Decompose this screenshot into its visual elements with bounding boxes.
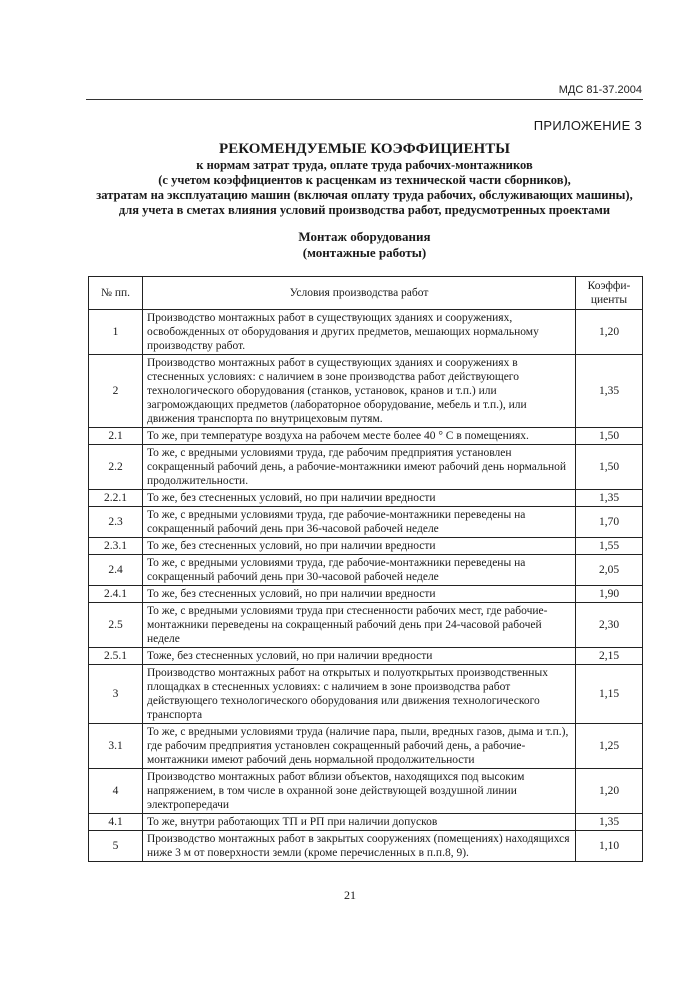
row-coef: 1,70 [576,507,643,538]
table-row [89,724,643,769]
table-row [89,665,643,724]
row-text: То же, без стесненных условий, но при наличии вредности [143,490,576,507]
table-body [89,310,643,862]
row-text: То же, внутри работающих ТП и РП при наличии допусков [143,814,576,831]
appendix-label: ПРИЛОЖЕНИЕ 3 [533,118,642,133]
row-coef: 1,50 [576,445,643,490]
row-coef: 1,20 [576,769,643,814]
header-conditions: Условия производства работ [143,277,576,310]
header-coef: Коэффи- циенты [576,277,643,310]
section-title: Монтаж оборудования [298,229,431,244]
row-text: То же, с вредными условиями труда, где рабочие-монтажники переведены на сокращенный рабочий день при 30-часовой рабочей неделе [143,555,576,586]
row-num: 2.2 [89,445,143,490]
table-row [89,538,643,555]
row-text: То же, с вредными условиями труда (наличие пара, пыли, вредных газов, дыма и т.п.), где рабочим предприятия установлен сокращенный рабочий день, а рабочие-монтажники имеют рабочий день нормальной продолжительности [143,724,576,769]
row-text: То же, без стесненных условий, но при наличии вредности [143,538,576,555]
row-coef: 1,90 [576,586,643,603]
row-coef: 1,35 [576,355,643,428]
row-text: То же, с вредными условиями труда при стесненности рабочих мест, где рабочие-монтажники переведены на сокращенный рабочий день при 24-часовой рабочей неделе [143,603,576,648]
header-divider [86,99,643,100]
row-num: 3 [89,665,143,724]
row-text: Производство монтажных работ в существующих зданиях и сооружениях в стесненных условиях: с наличием в зоне производства работ действующего технологического оборудования (станков, установок, кранов и т.п.) или загромождающих предметов (лабораторное оборудование, мебель и т.п.), или движения транспорта по внутрицеховым путям. [143,355,576,428]
title-block [86,141,643,218]
row-coef: 2,05 [576,555,643,586]
row-coef: 1,55 [576,538,643,555]
table-row [89,769,643,814]
row-num: 2.3 [89,507,143,538]
row-coef: 1,25 [576,724,643,769]
row-num: 5 [89,831,143,862]
header-num: № пп. [89,277,143,310]
section-heading [86,229,643,261]
table-row [89,507,643,538]
row-text: Тоже, без стесненных условий, но при наличии вредности [143,648,576,665]
row-coef: 2,30 [576,603,643,648]
row-num: 2.4 [89,555,143,586]
row-coef: 1,10 [576,831,643,862]
table-row [89,586,643,603]
section-subtitle: (монтажные работы) [302,245,427,260]
page-number: 21 [344,888,356,902]
table-row [89,355,643,428]
page-title: РЕКОМЕНДУЕМЫЕ КОЭФФИЦИЕНТЫ [219,141,510,157]
row-text: Производство монтажных работ в существующих зданиях и сооружениях, освобожденных от оборудования и других предметов, мешающих нормальному производству работ. [143,310,576,355]
row-num: 4 [89,769,143,814]
table-row [89,831,643,862]
row-coef: 2,15 [576,648,643,665]
row-text: То же, с вредными условиями труда, где рабочие-монтажники переведены на сокращенный рабочий день при 36-часовой рабочей неделе [143,507,576,538]
table-row [89,428,643,445]
row-text: То же, при температуре воздуха на рабочем месте более 40 ° С в помещениях. [143,428,576,445]
table-row [89,648,643,665]
row-text: То же, без стесненных условий, но при наличии вредности [143,586,576,603]
row-coef: 1,50 [576,428,643,445]
row-text: Производство монтажных работ в закрытых сооружениях (помещениях) находящихся ниже 3 м от поверхности земли (кроме перечисленных в п.п.8, 9). [143,831,576,862]
coefficients-table [88,276,643,862]
row-text: Производство монтажных работ вблизи объектов, находящихся под высоким напряжением, в том числе в охранной зоне действующей воздушной линии электропередачи [143,769,576,814]
document-code: МДС 81-37.2004 [558,84,642,96]
row-num: 2.5 [89,603,143,648]
table-row [89,310,643,355]
row-num: 3.1 [89,724,143,769]
row-num: 2.5.1 [89,648,143,665]
row-num: 2.4.1 [89,586,143,603]
row-coef: 1,20 [576,310,643,355]
table-row [89,445,643,490]
table-row [89,814,643,831]
table-row [89,603,643,648]
row-num: 2.2.1 [89,490,143,507]
row-num: 2.1 [89,428,143,445]
row-num: 1 [89,310,143,355]
row-num: 4.1 [89,814,143,831]
row-text: Производство монтажных работ на открытых и полуоткрытых производственных площадках в стесненных условиях: с наличием в зоне производства работ действующего технологического оборудования или движения технологического транспорта [143,665,576,724]
table-row [89,490,643,507]
row-coef: 1,35 [576,814,643,831]
page-subtitle: к нормам затрат труда, оплате труда рабочих-монтажников (с учетом коэффициентов к расценкам из технической части сборников), затратам на эксплуатацию машин (включая оплату труда рабочих, обслуживающих машины), для учета в сметах влияния условий производства работ, предусмотренных проектами [96,158,633,217]
row-num: 2.3.1 [89,538,143,555]
row-num: 2 [89,355,143,428]
row-coef: 1,35 [576,490,643,507]
row-coef: 1,15 [576,665,643,724]
row-text: То же, с вредными условиями труда, где рабочим предприятия установлен сокращенный рабочий день, а рабочие-монтажники имеют рабочий день нормальной продолжительности. [143,445,576,490]
table-row [89,555,643,586]
table-header-row [89,277,643,310]
